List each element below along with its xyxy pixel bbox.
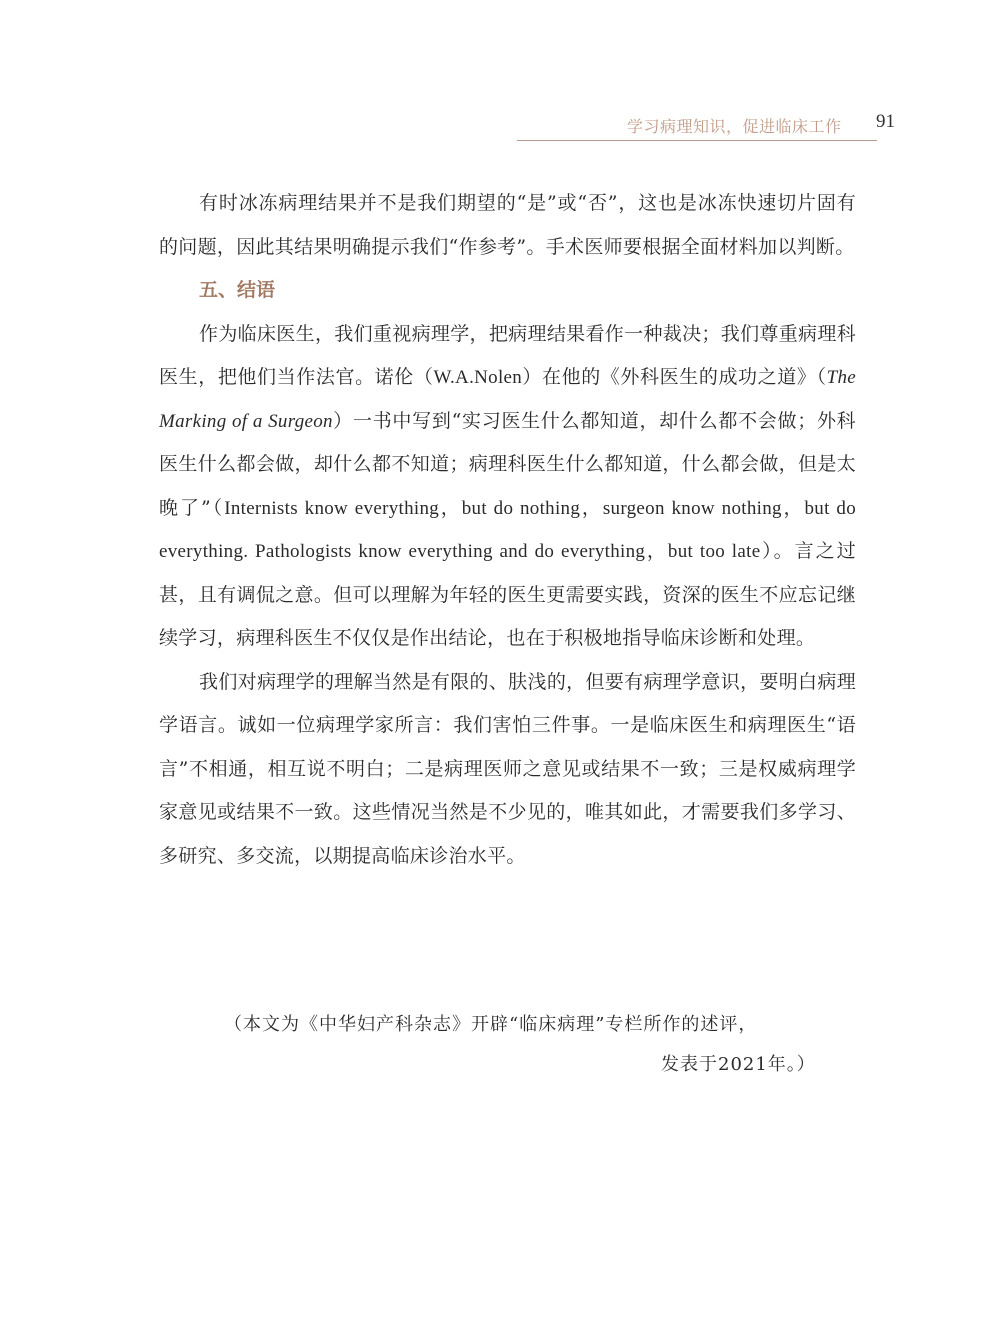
note-line: 发表于2021年。） [661,1054,816,1075]
page-number: 91 [876,111,895,132]
author-name: W.A.Nolen [433,367,523,388]
main-text [159,182,856,878]
section-heading-conclusion: 五、结语 [199,279,276,301]
english-quote: Internists know everything，but do nothing，surgeon know nothing，but do everything. Pathologists know everything and do everything，but too late [159,497,856,562]
note-line: （本文为《中华妇产科杂志》开辟“临床病理”专栏所作的述评， [224,1014,758,1035]
paragraph-clinician-pathology [159,313,856,661]
running-title: 学习病理知识，促进临床工作 [627,117,842,136]
book-title: The Marking of a Surgeon [159,367,856,432]
publication-note [159,1005,856,1085]
paragraph-frozen-section: 有时冰冻病理结果并不是我们期望的“是”或“否”，这也是冰冻快速切片固有的问题，因此其结果明确提示我们“作参考”。手术医师要根据全面材料加以判断。 [159,192,856,258]
paragraph-pathology-language: 我们对病理学的理解当然是有限的、肤浅的，但要有病理学意识，要明白病理学语言。诚如一位病理学家所言：我们害怕三件事。一是临床医生和病理医生“语言”不相通，相互说不明白；二是病理医师之意见或结果不一致；三是权威病理学家意见或结果不一致。这些情况当然是不少见的，唯其如此，才需要我们多学习、多研究、多交流，以期提高临床诊治水平。 [159,670,856,867]
paragraph-text-segment: ）。言之过甚，且有调侃之意。但可以理解为年轻的医生更需要实践，资深的医生不应忘记继续学习，病理科医生不仅仅是作出结论，也在于积极地指导临床诊断和处理。 [159,540,856,649]
paragraph-text-segment: 作为临床医生，我们重视病理学，把病理结果看作一种裁决；我们尊重病理科医生，把他们当作法官。诺伦（ [159,322,856,388]
paragraph-text-segment: ）在他的《外科医生的成功之道》（ [522,366,827,388]
paragraph-text-segment: ）一书中写到“实习医生什么都知道，却什么都不会做；外科医生什么都会做，却什么都不知道；病理科医生什么都知道，什么都会做，但是太晚了”（ [159,409,856,519]
running-header [517,110,895,141]
